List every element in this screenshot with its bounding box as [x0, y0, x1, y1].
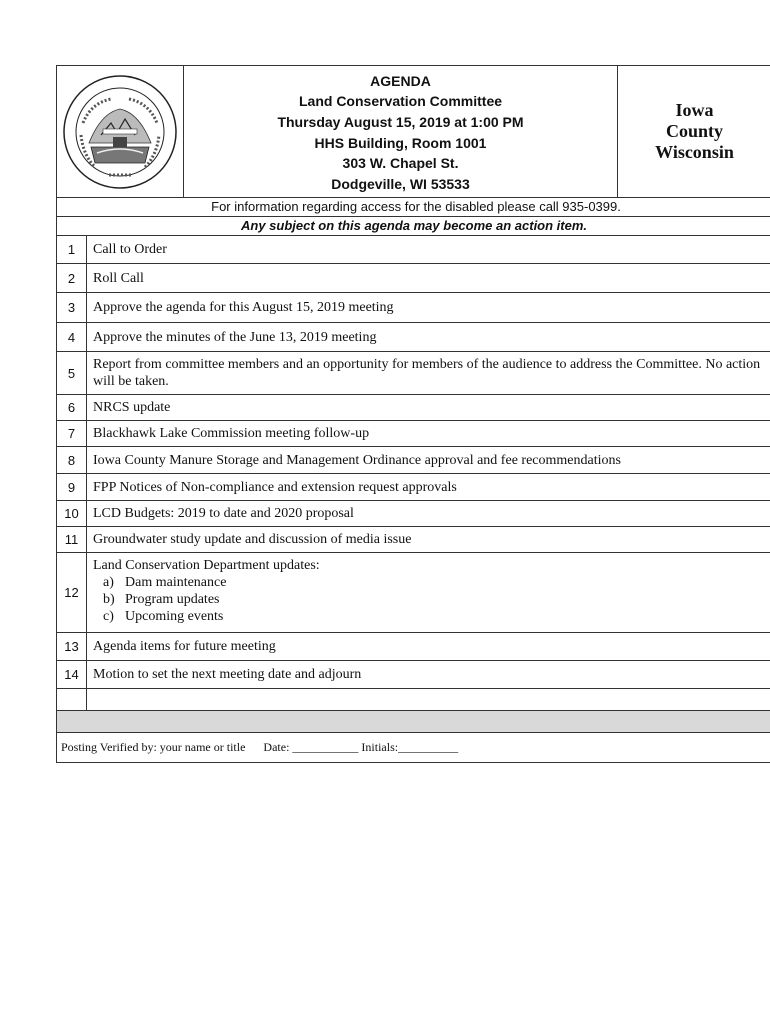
- iowa-county-seal-icon: [61, 73, 179, 191]
- subitem: [103, 591, 765, 608]
- date-field: Date: ___________: [263, 740, 359, 754]
- agenda-item: [57, 447, 770, 474]
- agenda-item: [57, 527, 770, 553]
- county-name: [618, 66, 770, 197]
- subitem-letter: c): [103, 609, 114, 624]
- item-text: Approve the agenda for this August 15, 2019 meeting: [93, 300, 394, 315]
- subitem-text: Dam maintenance: [125, 575, 227, 590]
- item-number: 6: [57, 395, 87, 420]
- action-item-note: Any subject on this agenda may become an action item.: [57, 217, 770, 236]
- agenda-item: [57, 661, 770, 689]
- subitem: [103, 608, 765, 625]
- item-number: 2: [57, 264, 87, 292]
- item-text-block: [87, 553, 770, 632]
- blank-row: [57, 689, 770, 711]
- subitem-text: Program updates: [125, 592, 220, 607]
- agenda-item: [57, 501, 770, 527]
- item-text: Iowa County Manure Storage and Management Ordinance approval and fee recommendations: [93, 452, 621, 468]
- item-number: 10: [57, 501, 87, 526]
- accessibility-info: For information regarding access for the disabled please call 935-0399.: [57, 198, 770, 217]
- subitem-list: [93, 574, 765, 625]
- shaded-separator-row: [57, 711, 770, 733]
- item-text: Report from committee members and an opportunity for members of the audience to address the Committee. No action will be taken.: [93, 357, 761, 389]
- agenda-item: [57, 323, 770, 352]
- item-number: 7: [57, 421, 87, 446]
- subitem-text: Upcoming events: [125, 609, 224, 624]
- item-text: NRCS update: [93, 400, 171, 415]
- county-line-3: Wisconsin: [655, 142, 734, 162]
- item-number: 13: [57, 633, 87, 660]
- meeting-street: 303 W. Chapel St.: [342, 155, 459, 172]
- item-number: 12: [57, 553, 87, 632]
- agenda-document: [56, 65, 770, 763]
- agenda-item: [57, 352, 770, 395]
- meeting-room: HHS Building, Room 1001: [314, 134, 487, 151]
- agenda-item: [57, 633, 770, 661]
- agenda-item: [57, 264, 770, 293]
- item-text: Call to Order: [93, 242, 167, 257]
- subitem-letter: b): [103, 592, 115, 607]
- item-text: Groundwater study update and discussion of media issue: [93, 532, 412, 547]
- subitem: [103, 574, 765, 591]
- meeting-datetime: Thursday August 15, 2019 at 1:00 PM: [277, 113, 524, 130]
- item-text: Agenda items for future meeting: [93, 639, 276, 654]
- agenda-item: [57, 293, 770, 323]
- item-number: 4: [57, 323, 87, 351]
- committee-name: Land Conservation Committee: [298, 93, 503, 110]
- item-text: Land Conservation Department updates:: [93, 558, 320, 573]
- agenda-item: [57, 395, 770, 421]
- item-text: LCD Budgets: 2019 to date and 2020 proposal: [93, 506, 354, 521]
- agenda-title: AGENDA: [370, 72, 431, 89]
- item-text: Roll Call: [93, 270, 144, 286]
- county-line-1: Iowa: [675, 100, 714, 120]
- posting-verified-label: Posting Verified by: your name or title: [61, 740, 246, 754]
- subitem-letter: a): [103, 575, 114, 590]
- agenda-item: [57, 421, 770, 447]
- initials-field: Initials:__________: [361, 740, 459, 754]
- item-text: Motion to set the next meeting date and adjourn: [93, 667, 362, 682]
- item-number: 9: [57, 474, 87, 500]
- blank-number-cell: [57, 689, 87, 710]
- item-text: FPP Notices of Non-compliance and extension request approvals: [93, 479, 457, 495]
- agenda-item: [57, 553, 770, 633]
- item-text: Approve the minutes of the June 13, 2019 meeting: [93, 329, 377, 345]
- county-line-2: County: [665, 121, 723, 141]
- item-number: 3: [57, 293, 87, 322]
- agenda-item: [57, 474, 770, 501]
- agenda-item: [57, 236, 770, 264]
- item-number: 11: [57, 527, 87, 552]
- meeting-city: Dodgeville, WI 53533: [331, 175, 470, 192]
- seal-cell: [57, 66, 184, 197]
- agenda-header: [57, 66, 770, 198]
- item-number: 14: [57, 661, 87, 688]
- item-number: 1: [57, 236, 87, 263]
- meeting-details: [184, 66, 618, 197]
- item-text: Blackhawk Lake Commission meeting follow-up: [93, 426, 370, 441]
- item-number: 8: [57, 447, 87, 473]
- item-number: 5: [57, 352, 87, 394]
- posting-verification: [57, 733, 770, 762]
